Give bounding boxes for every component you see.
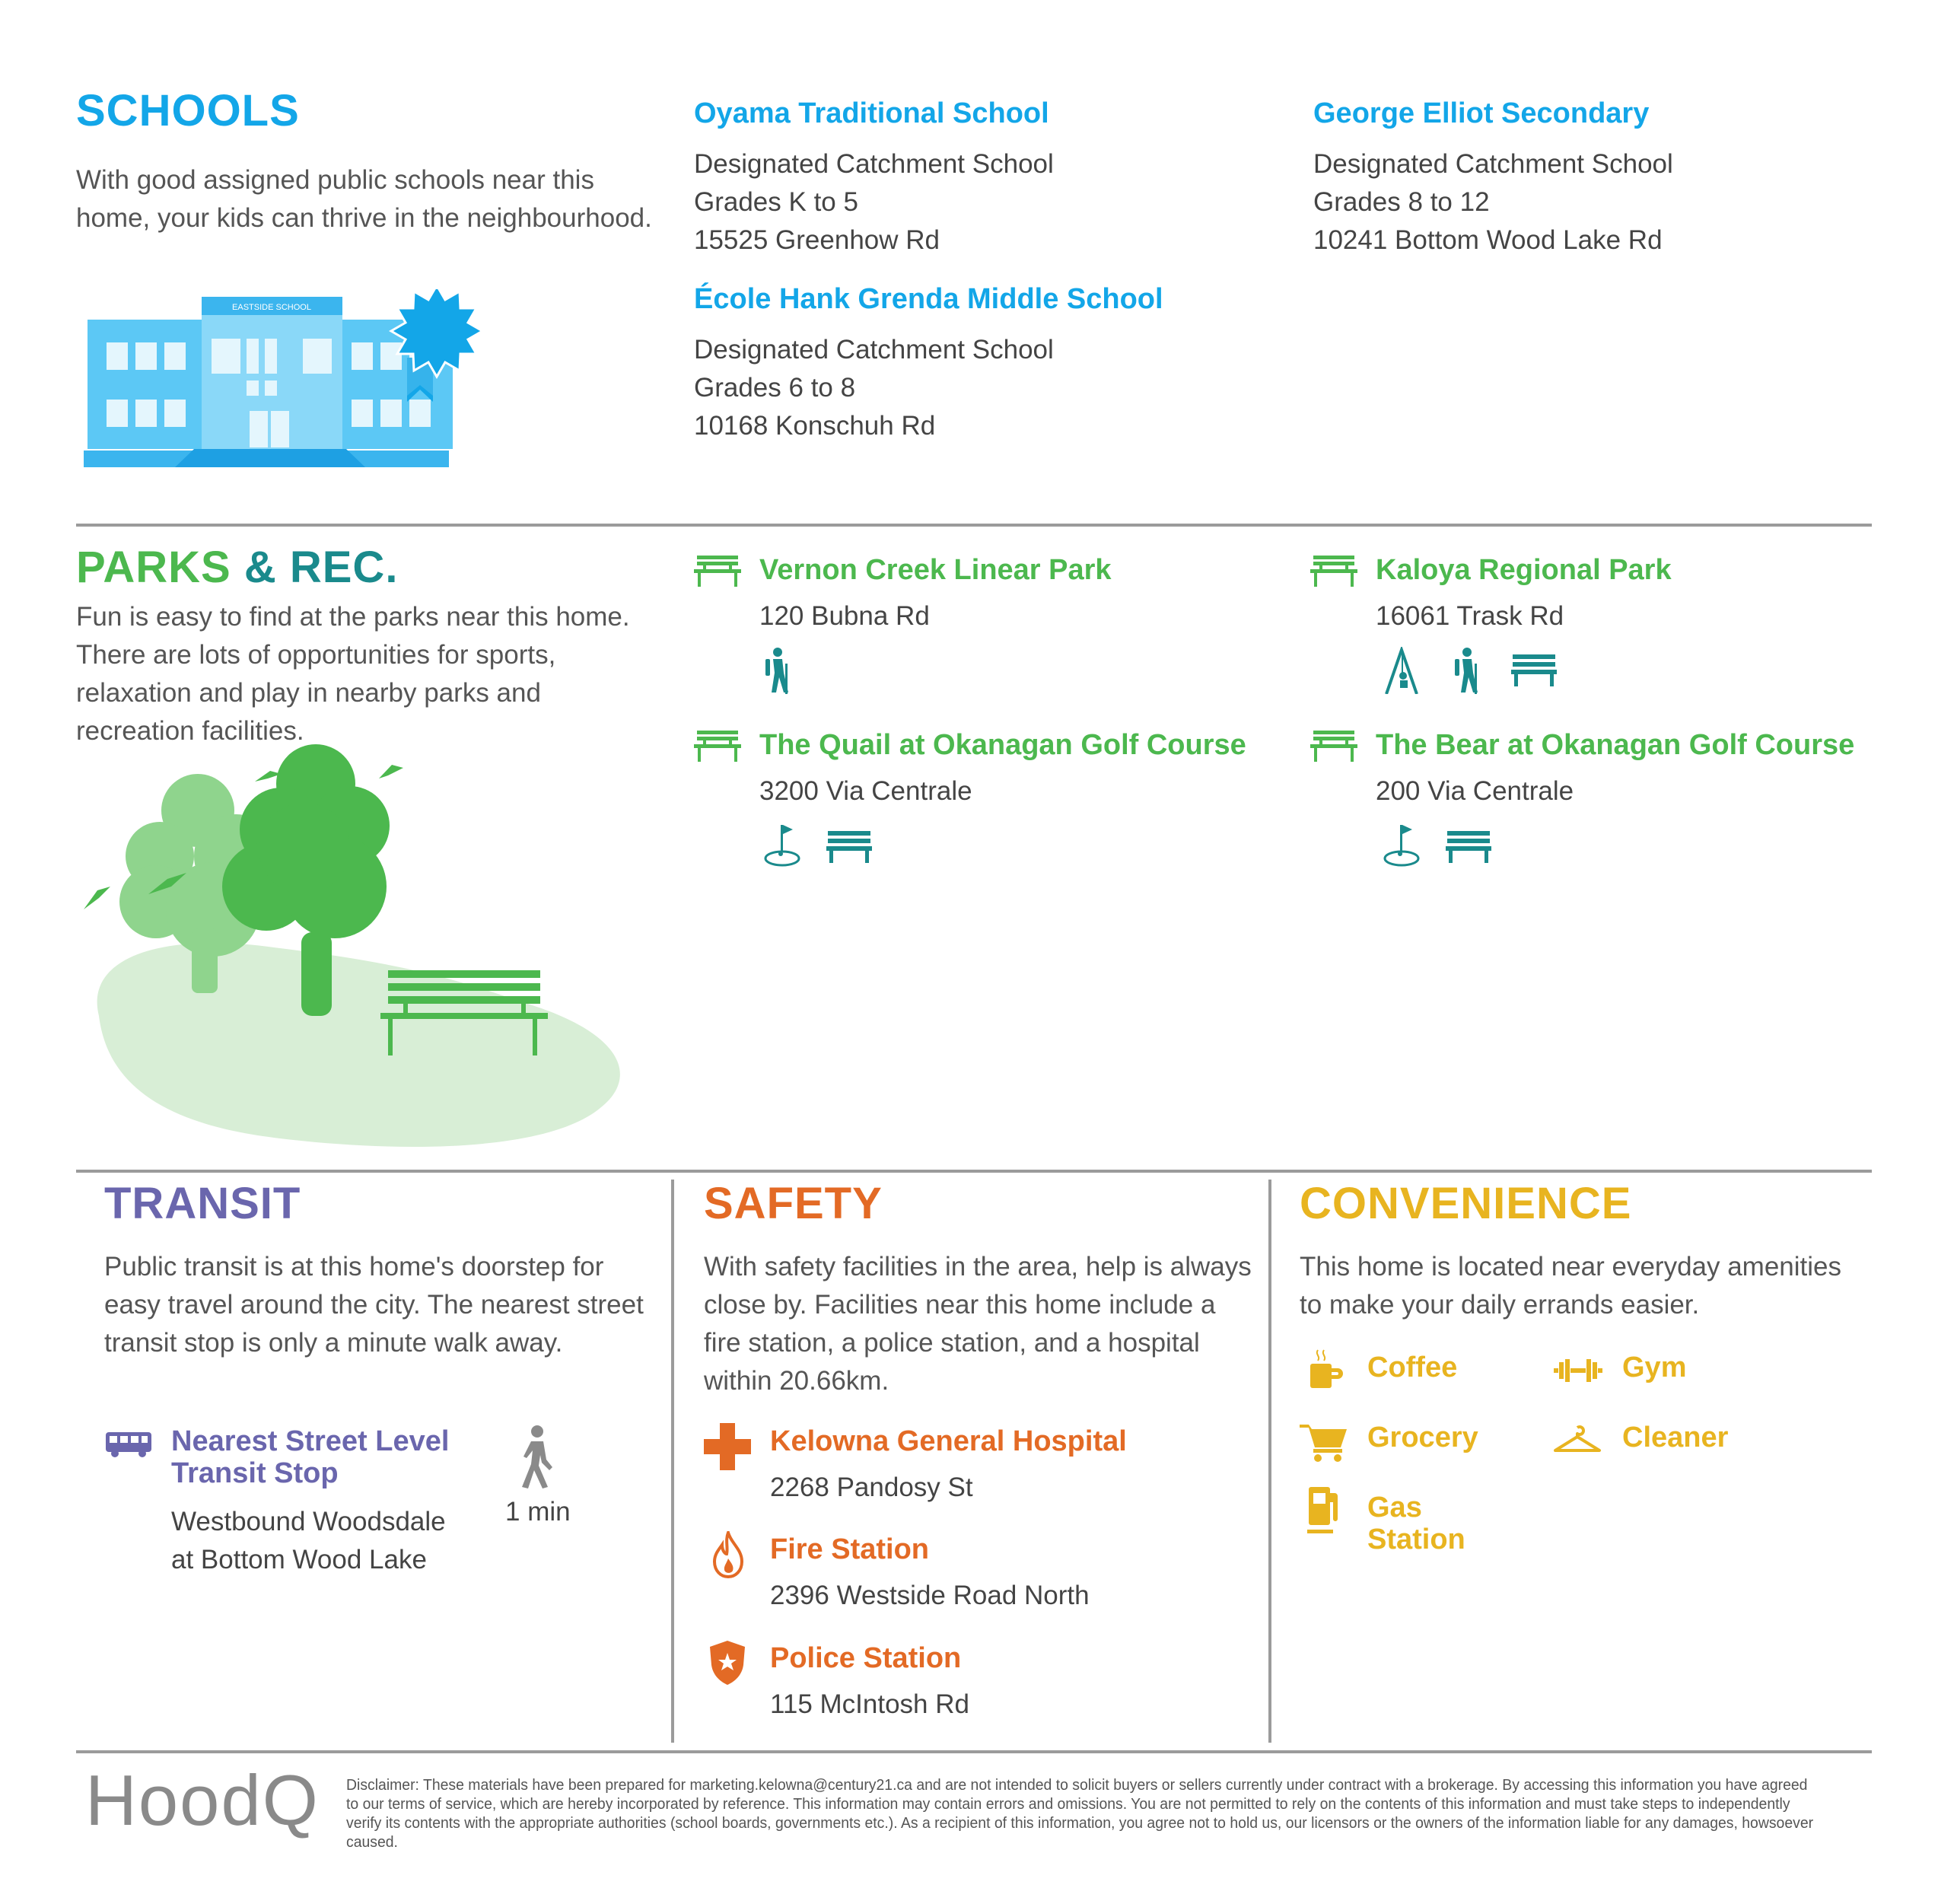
gym-dumbbell-icon <box>1554 1358 1602 1383</box>
parks-title-b: & REC. <box>243 543 399 592</box>
park-item <box>1376 729 1854 810</box>
hiking-icon <box>1452 647 1482 694</box>
park-bench-icon <box>1310 729 1357 763</box>
transit-intro: Public transit is at this home's doorstep for easy travel around the city. The nearest street transit stop is only a minute walk away. <box>104 1252 644 1358</box>
convenience-intro: This home is located near everyday amenities to make your daily errands easier. <box>1300 1252 1842 1320</box>
park-name: Kaloya Regional Park <box>1376 554 1672 586</box>
safety-name: Police Station <box>770 1642 962 1674</box>
convenience-coffee: Coffee <box>1367 1352 1458 1383</box>
section-divider <box>76 524 1872 527</box>
park-address: 120 Bubna Rd <box>759 601 930 631</box>
safety-intro: With safety facilities in the area, help is always close by. Facilities near this home include a fire station, a police station, and a hospital within 20.66km. <box>704 1252 1252 1396</box>
school-item <box>694 97 1054 259</box>
safety-name: Kelowna General Hospital <box>770 1425 1127 1457</box>
school-address: 10168 Konschuh Rd <box>694 411 936 441</box>
section-divider <box>76 1750 1872 1753</box>
cleaner-hanger-icon <box>1552 1425 1602 1455</box>
park-bench-icon <box>694 729 741 763</box>
school-item <box>694 283 1163 445</box>
picnic-bench-icon <box>1511 653 1557 686</box>
school-building-illustration <box>84 289 495 479</box>
convenience-gas <box>1367 1492 1465 1555</box>
school-type: Designated Catchment School <box>694 149 1054 179</box>
park-name: The Quail at Okanagan Golf Course <box>759 729 1246 761</box>
picnic-bench-icon <box>826 829 872 863</box>
gas-pump-icon <box>1307 1485 1341 1536</box>
transit-title: TRANSIT <box>104 1179 301 1228</box>
park-item <box>1376 554 1672 635</box>
school-name: Oyama Traditional School <box>694 97 1049 129</box>
column-divider <box>1268 1180 1271 1743</box>
hospital-cross-icon <box>704 1423 751 1470</box>
safety-item <box>770 1642 969 1724</box>
park-name: The Bear at Okanagan Golf Course <box>1376 729 1855 761</box>
hoodq-logo: HoodQ <box>85 1760 320 1840</box>
flame-icon <box>711 1531 745 1578</box>
school-grades: Grades K to 5 <box>694 187 858 217</box>
safety-address: 115 McIntosh Rd <box>770 1689 969 1719</box>
convenience-cleaner: Cleaner <box>1622 1422 1729 1453</box>
safety-item <box>770 1425 1127 1507</box>
convenience-gas-2: Station <box>1367 1524 1465 1555</box>
school-grades: Grades 6 to 8 <box>694 373 856 403</box>
coffee-icon <box>1307 1348 1344 1391</box>
safety-title: SAFETY <box>704 1179 883 1228</box>
walking-person-icon <box>517 1425 560 1488</box>
section-divider <box>76 1170 1872 1173</box>
safety-name: Fire Station <box>770 1533 930 1565</box>
school-type: Designated Catchment School <box>1313 149 1673 179</box>
park-bench-icon <box>694 554 741 587</box>
schools-intro: With good assigned public schools near this home, your kids can thrive in the neighbourhood. <box>76 165 652 233</box>
picnic-bench-icon <box>1446 829 1491 863</box>
golf-icon <box>762 823 802 868</box>
schools-title: SCHOOLS <box>76 86 300 135</box>
safety-item <box>770 1533 1090 1615</box>
school-name: École Hank Grenda Middle School <box>694 283 1163 315</box>
school-address: 10241 Bottom Wood Lake Rd <box>1313 225 1663 255</box>
park-address: 16061 Trask Rd <box>1376 601 1564 631</box>
parks-title <box>76 542 398 593</box>
park-name: Vernon Creek Linear Park <box>759 554 1112 586</box>
police-badge-icon <box>708 1639 746 1686</box>
park-item <box>759 729 1246 810</box>
park-bench-icon <box>1310 554 1357 587</box>
park-illustration <box>76 742 639 1153</box>
school-address: 15525 Greenhow Rd <box>694 225 940 255</box>
transit-stop-label-1: Nearest Street Level <box>171 1425 450 1457</box>
parks-title-a: PARKS <box>76 543 231 592</box>
transit-stop-name-2: at Bottom Wood Lake <box>171 1545 427 1574</box>
disclaimer: Disclaimer: These materials have been prepared for marketing.kelowna@century21.ca and are not intended to solicit buyers or sellers currently under contract with a brokerage. By accessing this information you have agreed to our terms of service, which are hereby incorporated by reference. This information may contain errors and omissions. You are not permitted to rely on the contents of this information and must take steps to independently verify its contents with the appropriate authorities (school boards, governments etc.). As a recipient of this information, you agree not to hold us, our licensors or the owners of the information liable for any damages, howsoever caused. <box>346 1777 1814 1851</box>
school-name: George Elliot Secondary <box>1313 97 1650 129</box>
bus-icon <box>104 1431 153 1458</box>
convenience-gym: Gym <box>1622 1352 1687 1383</box>
grocery-cart-icon <box>1300 1422 1348 1463</box>
safety-address: 2268 Pandosy St <box>770 1473 973 1502</box>
park-item <box>759 554 1112 635</box>
column-divider <box>671 1180 674 1743</box>
playground-swing-icon <box>1383 647 1420 694</box>
transit-stop-label-2: Transit Stop <box>171 1457 339 1489</box>
park-address: 200 Via Centrale <box>1376 776 1574 806</box>
convenience-gas-1: Gas <box>1367 1492 1422 1524</box>
park-address: 3200 Via Centrale <box>759 776 972 806</box>
school-type: Designated Catchment School <box>694 335 1054 365</box>
golf-icon <box>1382 823 1421 868</box>
school-item <box>1313 97 1673 259</box>
school-grades: Grades 8 to 12 <box>1313 187 1490 217</box>
convenience-title: CONVENIENCE <box>1300 1179 1632 1228</box>
hiking-icon <box>762 647 793 694</box>
convenience-grocery: Grocery <box>1367 1422 1478 1453</box>
transit-stop-name-1: Westbound Woodsdale <box>171 1507 446 1536</box>
parks-intro: Fun is easy to find at the parks near this home. There are lots of opportunities for sports, relaxation and play in nearby parks and recreation facilities. <box>76 602 630 746</box>
safety-address: 2396 Westside Road North <box>770 1581 1090 1610</box>
transit-stop <box>171 1425 449 1579</box>
walk-time: 1 min <box>505 1497 571 1527</box>
school-sign: EASTSIDE SCHOOL <box>232 303 311 312</box>
